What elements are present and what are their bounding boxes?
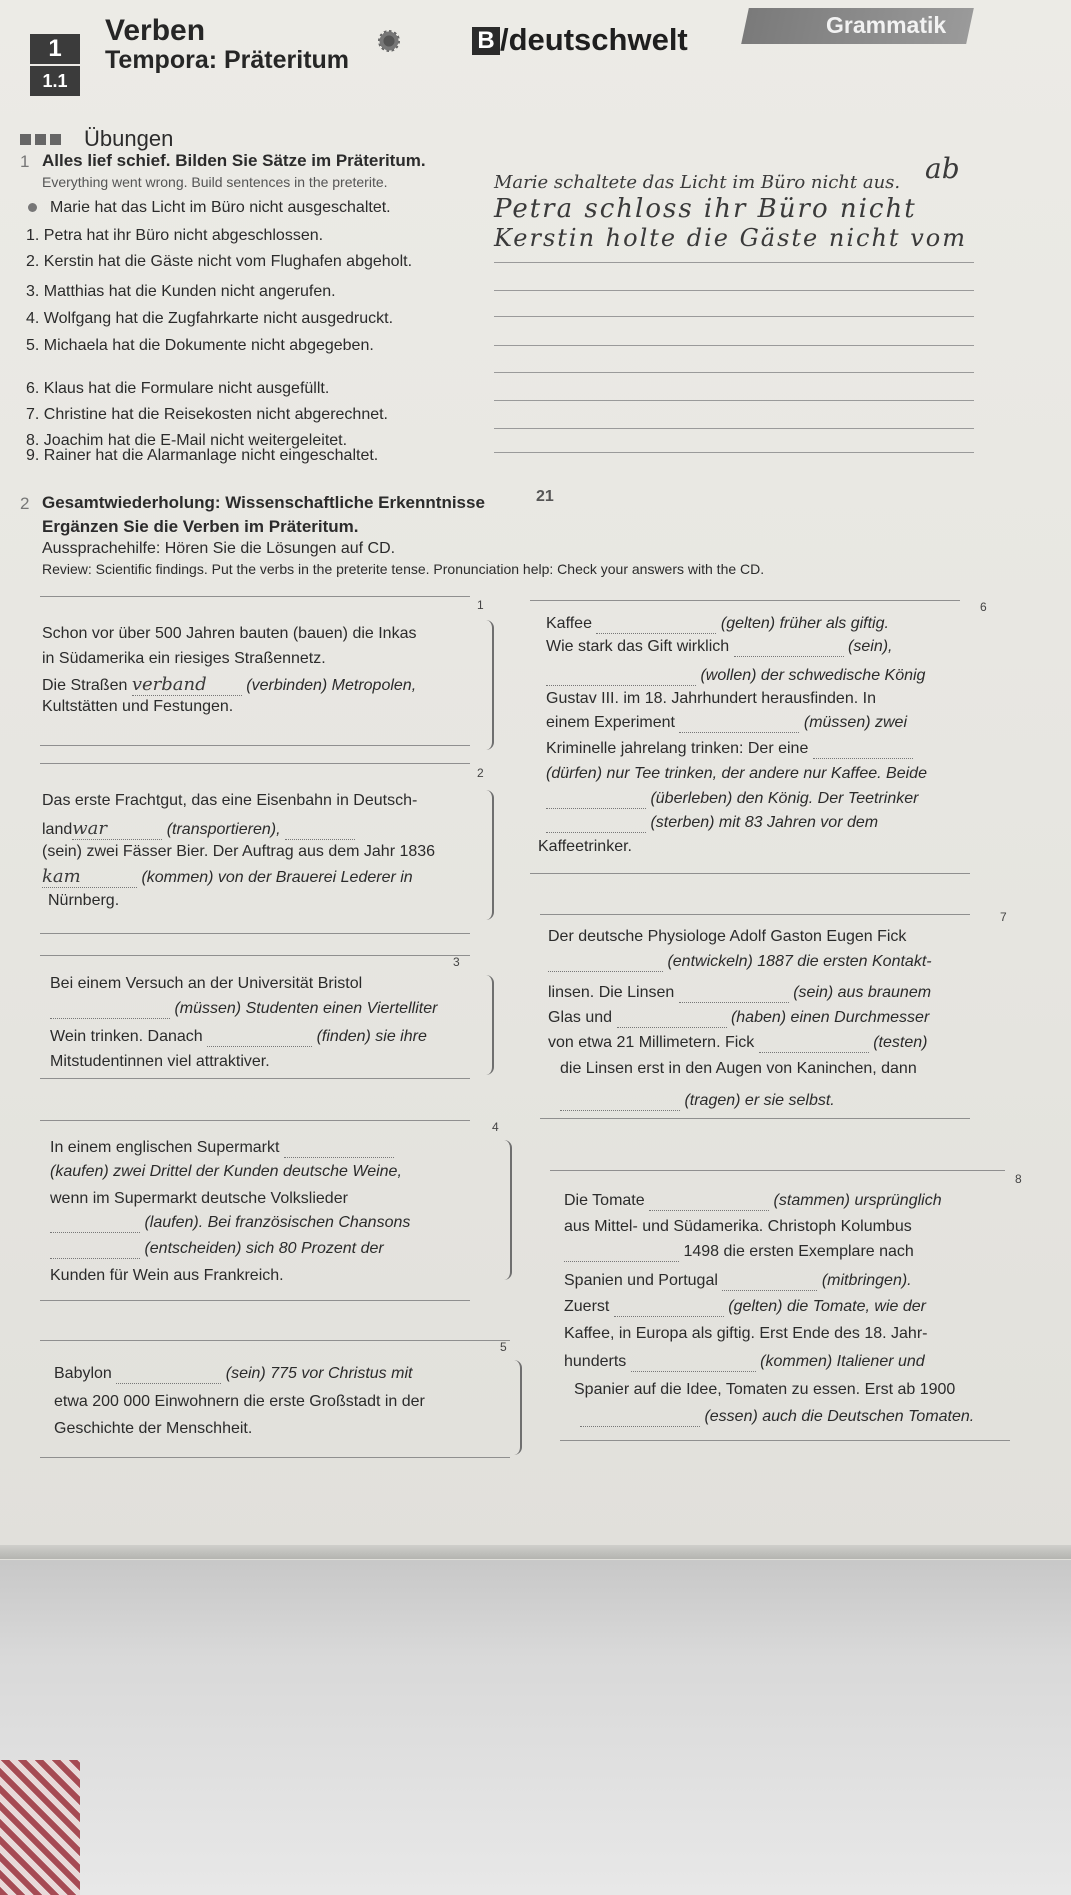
- box-2-number: 2: [477, 766, 484, 780]
- box-7-top-line: [540, 914, 970, 915]
- box-8-line-8: Spanier auf die Idee, Tomaten zu essen. Erst ab 1900: [574, 1381, 956, 1398]
- box-8-line-6: Kaffee, in Europa als giftig. Erst Ende des 18. Jahr-: [564, 1325, 928, 1342]
- box-5-line-3: Geschichte der Menschheit.: [54, 1420, 253, 1437]
- box-4-line-3: wenn im Supermarkt deutsche Volkslieder: [50, 1190, 348, 1207]
- item-1-text: Petra hat ihr Büro nicht abgeschlossen.: [43, 227, 324, 244]
- example-bullet-icon: [28, 203, 37, 212]
- box-4-line-5: (entscheiden) sich 80 Prozent der: [144, 1240, 384, 1257]
- box-8-blank-4[interactable]: [614, 1298, 724, 1317]
- box-8-top-line: [550, 1170, 1005, 1171]
- box-7-blank-1[interactable]: [548, 953, 663, 972]
- item-6-text: Klaus hat die Formulare nicht ausgefüllt.: [43, 380, 330, 397]
- box-3-line-3b: (finden) sie ihre: [316, 1028, 427, 1045]
- box-4-top-line: [40, 1120, 470, 1121]
- item-1-number: 1.: [26, 227, 40, 244]
- example-answer: Marie schaltete das Licht im Büro nicht aus.: [494, 172, 901, 193]
- box-6-blank-3[interactable]: [546, 667, 696, 686]
- logo-letter: B: [472, 27, 500, 55]
- box-7-line-6: die Linsen erst in den Augen von Kaninchen, dann: [560, 1060, 917, 1077]
- box-8-blank-2[interactable]: [564, 1243, 679, 1262]
- box-8-line-2: aus Mittel- und Südamerika. Christoph Kolumbus: [564, 1218, 912, 1235]
- box-6-line-5a: einem Experiment: [546, 714, 675, 731]
- box-3-line-2: (müssen) Studenten einen Viertelliter: [174, 1000, 438, 1017]
- item-7-number: 7.: [26, 406, 40, 423]
- box-6-top-line: [530, 600, 960, 601]
- box-5-top-line: [40, 1340, 510, 1341]
- item-9-number: 9.: [26, 447, 40, 464]
- box-1-brace: [482, 620, 494, 750]
- box-3-line-4: Mitstudentinnen viel attraktiver.: [50, 1053, 270, 1070]
- item-4-number: 4.: [26, 310, 40, 327]
- box-4-number: 4: [492, 1120, 499, 1134]
- box-7-blank-3[interactable]: [617, 1009, 727, 1028]
- box-6-blank-1[interactable]: [596, 615, 716, 634]
- box-8-line-9: (essen) auch die Deutschen Tomaten.: [704, 1408, 975, 1425]
- item-7-text: Christine hat die Reisekosten nicht abgerechnet.: [43, 406, 388, 423]
- box-7-line-4b: (haben) einen Durchmesser: [730, 1009, 930, 1026]
- box-1-bottom-line: [40, 745, 470, 746]
- box-5-line-1b: (sein) 775 vor Christus mit: [225, 1365, 413, 1382]
- item-8-number: 8.: [26, 432, 40, 449]
- box-8-blank-3[interactable]: [722, 1272, 817, 1291]
- exercise-1-number: 1: [20, 152, 30, 171]
- item-5-text: Michaela hat die Dokumente nicht abgegeben.: [43, 337, 374, 354]
- box-2-line-3: (sein) zwei Fässer Bier. Der Auftrag aus dem Jahr 1836: [42, 843, 436, 860]
- answer-line-5[interactable]: [494, 345, 974, 346]
- box-8-blank-5[interactable]: [631, 1353, 756, 1372]
- box-5-bottom-line: [40, 1457, 510, 1458]
- item-6-number: 6.: [26, 380, 40, 397]
- box-6-line-3: (wollen) der schwedische König: [700, 667, 926, 684]
- item-3-number: 3.: [26, 283, 40, 300]
- answer-line-9[interactable]: [494, 452, 974, 453]
- box-7-line-7: (tragen) er sie selbst.: [684, 1092, 835, 1109]
- item-2-text: Kerstin hat die Gäste nicht vom Flughafen abgeholt.: [43, 253, 413, 270]
- box-5-brace: [510, 1360, 522, 1455]
- box-3-line-3: Wein trinken. Danach: [50, 1028, 203, 1045]
- box-6-blank-2[interactable]: [734, 638, 844, 657]
- box-5-line-1a: Babylon: [54, 1365, 112, 1382]
- exercise-2-subtitle: Ergänzen Sie die Verben im Präteritum.: [42, 517, 359, 536]
- box-1-line-3b: (verbinden) Metropolen,: [246, 677, 417, 694]
- box-6-line-1b: (gelten) früher als giftig.: [720, 615, 889, 632]
- box-4-blank-1[interactable]: [284, 1139, 394, 1158]
- box-4-blank-3[interactable]: [50, 1240, 140, 1259]
- box-7-blank-2[interactable]: [679, 984, 789, 1003]
- chapter-number-badge: [30, 34, 80, 64]
- item-5-number: 5.: [26, 337, 40, 354]
- box-6-blank-5[interactable]: [813, 740, 913, 759]
- cd-track-number: 21: [536, 488, 554, 505]
- box-8-line-7b: (kommen) Italiener und: [760, 1353, 925, 1370]
- box-4-line-1: In einem englischen Supermarkt: [50, 1139, 280, 1156]
- box-3-blank-2[interactable]: [207, 1028, 312, 1047]
- box-2-line-2b: (transportieren),: [166, 821, 281, 838]
- section-title: Tempora: Präteritum: [105, 46, 350, 74]
- page-bottom-edge: [0, 1545, 1071, 1559]
- answer-line-3[interactable]: [494, 290, 974, 291]
- box-1-answer[interactable]: verband: [132, 674, 242, 696]
- box-6-blank-4[interactable]: [679, 714, 799, 733]
- box-3-brace: [482, 975, 494, 1075]
- logo-text: /deutschwelt: [500, 22, 688, 57]
- answer-line-6[interactable]: [494, 372, 974, 373]
- box-6-line-1a: Kaffee: [546, 615, 592, 632]
- item-4-text: Wolfgang hat die Zugfahrkarte nicht ausgedruckt.: [43, 310, 394, 327]
- box-8-line-3: 1498 die ersten Exemplare nach: [683, 1243, 914, 1260]
- box-6-line-2a: Wie stark das Gift wirklich: [546, 638, 730, 655]
- box-6-line-6: Kriminelle jahrelang trinken: Der eine: [546, 740, 809, 757]
- chapter-number: 1: [48, 35, 62, 62]
- answer-line-7[interactable]: [494, 400, 974, 401]
- item-3-text: Matthias hat die Kunden nicht angerufen.: [43, 283, 336, 300]
- box-4-line-2: (kaufen) zwei Drittel der Kunden deutsche Weine,: [50, 1163, 402, 1180]
- section-number: 1.1: [42, 70, 68, 91]
- box-8-line-4a: Spanien und Portugal: [564, 1272, 718, 1289]
- box-6-bottom-line: [530, 873, 970, 874]
- box-8-line-1b: (stammen) ursprünglich: [773, 1192, 942, 1209]
- box-2-line-5: Nürnberg.: [48, 892, 120, 909]
- box-1-line-4: Kultstätten und Festungen.: [42, 698, 234, 715]
- exercise-1-title: Alles lief schief. Bilden Sie Sätze im Präteritum.: [42, 151, 426, 170]
- box-4-blank-2[interactable]: [50, 1214, 140, 1233]
- box-1-line-1: Schon vor über 500 Jahren bauten (bauen) die Inkas: [42, 625, 417, 642]
- box-1-line-2: in Südamerika ein riesiges Straßennetz.: [42, 650, 326, 667]
- exercise-2-title: Gesamtwiederholung: Wissenschaftliche Erkenntnisse: [42, 493, 485, 512]
- box-6-blank-7[interactable]: [546, 814, 646, 833]
- box-4-line-4: (laufen). Bei französischen Chansons: [144, 1214, 411, 1231]
- box-2-top-line: [40, 763, 470, 764]
- box-2-blank[interactable]: [285, 821, 355, 840]
- box-5-blank[interactable]: [116, 1365, 221, 1384]
- ubungen-square-icons: [20, 134, 61, 145]
- exercise-2-number: 2: [20, 494, 30, 513]
- chapter-title: Verben: [105, 14, 206, 47]
- box-7-blank-5[interactable]: [560, 1092, 680, 1111]
- item-2-number: 2.: [26, 253, 40, 270]
- exercise-2-review: Review: Scientific findings. Put the verbs in the preterite tense. Pronunciation help: Check your answers with the CD.: [42, 561, 765, 577]
- box-4-line-6: Kunden für Wein aus Frankreich.: [50, 1267, 284, 1284]
- box-7-line-3b: (sein) aus braunem: [793, 984, 932, 1001]
- grammatik-label: Grammatik: [826, 12, 947, 38]
- box-8-number: 8: [1015, 1172, 1022, 1186]
- box-8-blank-1[interactable]: [649, 1192, 769, 1211]
- box-5-line-2: etwa 200 000 Einwohnern die erste Großstadt in der: [54, 1393, 425, 1410]
- box-2-line-2a: land: [42, 821, 73, 838]
- exercise-2-help: Aussprachehilfe: Hören Sie die Lösungen auf CD.: [42, 540, 396, 557]
- box-3-top-line: [40, 955, 470, 956]
- exercise-1-subtitle: Everything went wrong. Build sentences in the preterite.: [42, 174, 388, 190]
- box-8-line-7a: hunderts: [564, 1353, 627, 1370]
- item-9-text: Rainer hat die Alarmanlage nicht eingeschaltet.: [43, 447, 379, 464]
- box-2-line-1: Das erste Frachtgut, das eine Eisenbahn in Deutsch-: [42, 792, 418, 809]
- box-8-line-1a: Die Tomate: [564, 1192, 645, 1209]
- box-7-line-2: (entwickeln) 1887 die ersten Kontakt-: [667, 953, 932, 970]
- answer-line-8[interactable]: [494, 428, 974, 429]
- ubungen-heading: Übungen: [84, 126, 174, 151]
- box-7-blank-4[interactable]: [759, 1034, 869, 1053]
- box-6-line-9: (sterben) mit 83 Jahren vor dem: [650, 814, 879, 831]
- box-8-line-4b: (mitbringen).: [821, 1272, 912, 1289]
- box-6-number: 6: [980, 600, 987, 614]
- box-6-line-8: (überleben) den König. Der Teetrinker: [650, 790, 919, 807]
- box-2-answer-2[interactable]: kam: [42, 866, 137, 888]
- item-8-text: Joachim hat die E-Mail nicht weitergeleitet.: [43, 432, 348, 449]
- box-6-line-7: (dürfen) nur Tee trinken, der andere nur Kaffee. Beide: [546, 765, 927, 782]
- box-7-line-1: Der deutsche Physiologe Adolf Gaston Eugen Fick: [548, 928, 907, 945]
- item-2-answer[interactable]: Kerstin holte die Gäste nicht vom: [494, 224, 967, 252]
- box-2-line-4: (kommen) von der Brauerei Lederer in: [141, 869, 413, 886]
- box-6-line-10: Kaffeetrinker.: [538, 838, 632, 855]
- box-8-line-5a: Zuerst: [564, 1298, 610, 1315]
- box-4-bottom-line: [40, 1300, 470, 1301]
- item-1-answer[interactable]: Petra schloss ihr Büro nicht: [494, 194, 917, 224]
- box-1-number: 1: [477, 598, 484, 612]
- box-6-line-2b: (sein),: [848, 638, 893, 655]
- box-7-line-5a: von etwa 21 Millimetern. Fick: [548, 1034, 755, 1051]
- box-3-line-1: Bei einem Versuch an der Universität Bristol: [50, 975, 363, 992]
- box-3-bottom-line: [40, 1078, 470, 1079]
- box-7-line-4a: Glas und: [548, 1009, 613, 1026]
- gear-icon: [378, 30, 400, 52]
- box-5-number: 5: [500, 1340, 507, 1354]
- section-number-badge: [30, 66, 80, 96]
- box-6-line-4: Gustav III. im 18. Jahrhundert herausfinden. In: [546, 690, 876, 707]
- box-2-bottom-line: [40, 933, 470, 934]
- box-6-line-5b: (müssen) zwei: [803, 714, 907, 731]
- box-2-answer-1[interactable]: war: [72, 818, 162, 840]
- fabric-corner: [0, 1760, 80, 1895]
- box-8-blank-6[interactable]: [580, 1408, 700, 1427]
- box-3-blank-1[interactable]: [50, 1000, 170, 1019]
- box-4-brace: [500, 1140, 512, 1280]
- box-8-line-5b: (gelten) die Tomate, wie der: [728, 1298, 926, 1315]
- box-2-brace: [482, 790, 494, 920]
- margin-note: ab: [925, 152, 960, 185]
- answer-line-2[interactable]: [494, 262, 974, 263]
- box-1-line-3a: Die Straßen: [42, 677, 128, 694]
- example-sentence: Marie hat das Licht im Büro nicht ausgeschaltet.: [50, 199, 391, 216]
- box-8-bottom-line: [560, 1440, 1010, 1441]
- box-7-bottom-line: [540, 1118, 970, 1119]
- box-7-number: 7: [1000, 910, 1007, 924]
- box-6-blank-6[interactable]: [546, 790, 646, 809]
- box-7-line-5b: (testen): [873, 1034, 928, 1051]
- box-3-number: 3: [453, 955, 460, 969]
- box-7-line-3a: linsen. Die Linsen: [548, 984, 675, 1001]
- box-1-top-line: [40, 596, 470, 597]
- answer-line-4[interactable]: [494, 316, 974, 317]
